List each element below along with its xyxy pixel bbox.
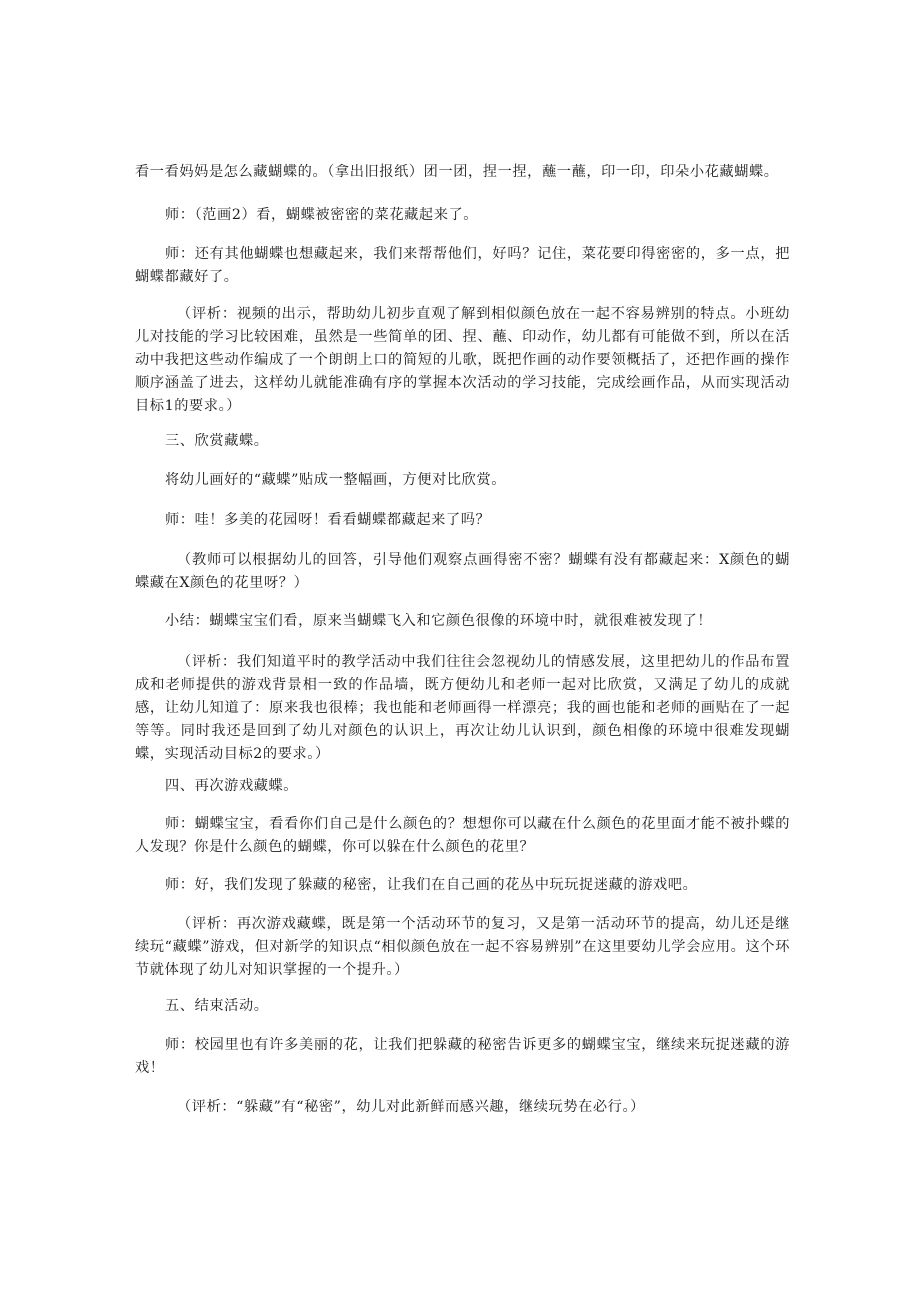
section-heading-5: 五、结束活动。 bbox=[165, 998, 269, 1014]
paragraph-8: 小结：蝴蝶宝宝们看，原来当蝴蝶飞入和它颜色很像的环境中时，就很难被发现了！ bbox=[165, 613, 713, 629]
paragraph-13: 师：校园里也有许多美丽的花，让我们把躲藏的秘密告诉更多的蝴蝶宝宝，继续来玩捉迷藏的游戏！ bbox=[135, 1037, 790, 1076]
paragraph-4: （评析：视频的出示，帮助幼儿初步直观了解到相似颜色放在一起不容易辨别的特点。小班幼儿对技能的学习比较困难，虽然是一些简单的团、捏、蘸、印动作，幼儿都有可能做不到，所以在活动中我把这些动作编成了一个朗朗上口的简短的儿歌，既把作画的动作要领概括了，还把作画的操作顺序涵盖了进去，这样幼儿就能准确有序的掌握本次活动的学习技能，完成绘画作品，从而实现活动目标1的要求。） bbox=[135, 306, 790, 414]
paragraph-10: 师：蝴蝶宝宝，看看你们自己是什么颜色的？想想你可以藏在什么颜色的花里面才能不被扑蝶的人发现？你是什么颜色的蝴蝶，你可以躲在什么颜色的花里？ bbox=[135, 816, 790, 855]
paragraph-6: 师：哇！多美的花园呀！看看蝴蝶都藏起来了吗？ bbox=[165, 512, 491, 528]
paragraph-9: （评析：我们知道平时的教学活动中我们往往会忽视幼儿的情感发展，这里把幼儿的作品布置成和老师提供的游戏背景相一致的作品墙，既方便幼儿和老师一起对比欣赏，又满足了幼儿的成就感，让幼儿知道了：原来我也很棒；我也能和老师画得一样漂亮；我的画也能和老师的画贴在了一起等等。同时我还是回到了幼儿对颜色的认识上，再次让幼儿认识到，颜色相像的环境中很难发现蝴蝶，实现活动目标2的要求。） bbox=[135, 654, 790, 762]
section-heading-4: 四、再次游戏藏蝶。 bbox=[165, 778, 299, 794]
paragraph-1: 看一看妈妈是怎么藏蝴蝶的。（拿出旧报纸）团一团，捏一捏，蘸一蘸，印一印，印朵小花藏蝴蝶。 bbox=[135, 164, 779, 180]
paragraph-14: （评析：“躲藏”有“秘密”，幼儿对此新鲜而感兴趣，继续玩势在必行。） bbox=[177, 1099, 645, 1115]
paragraph-5: 将幼儿画好的“藏蝶”贴成一整幅画，方便对比欣赏。 bbox=[165, 472, 507, 488]
paragraph-11: 师：好，我们发现了躲藏的秘密，让我们在自己画的花丛中玩玩捉迷藏的游戏吧。 bbox=[165, 877, 698, 893]
section-heading-3: 三、欣赏藏蝶。 bbox=[165, 433, 269, 449]
paragraph-2: 师：（范画2）看，蝴蝶被密密的菜花藏起来了。 bbox=[165, 207, 479, 223]
paragraph-3: 师：还有其他蝴蝶也想藏起来，我们来帮帮他们，好吗？记住，菜花要印得密密的，多一点，把蝴蝶都藏好了。 bbox=[135, 246, 790, 285]
paragraph-7: （教师可以根据幼儿的回答，引导他们观察点画得密不密？蝴蝶有没有都藏起来：X颜色的蝴蝶藏在X颜色的花里呀？） bbox=[135, 552, 790, 591]
paragraph-12: （评析：再次游戏藏蝶，既是第一个活动环节的复习，又是第一活动环节的提高，幼儿还是继续玩“藏蝶”游戏，但对新学的知识点“相似颜色放在一起不容易辨别”在这里要幼儿学会应用。这个环节就体现了幼儿对知识掌握的一个提升。） bbox=[135, 916, 790, 978]
